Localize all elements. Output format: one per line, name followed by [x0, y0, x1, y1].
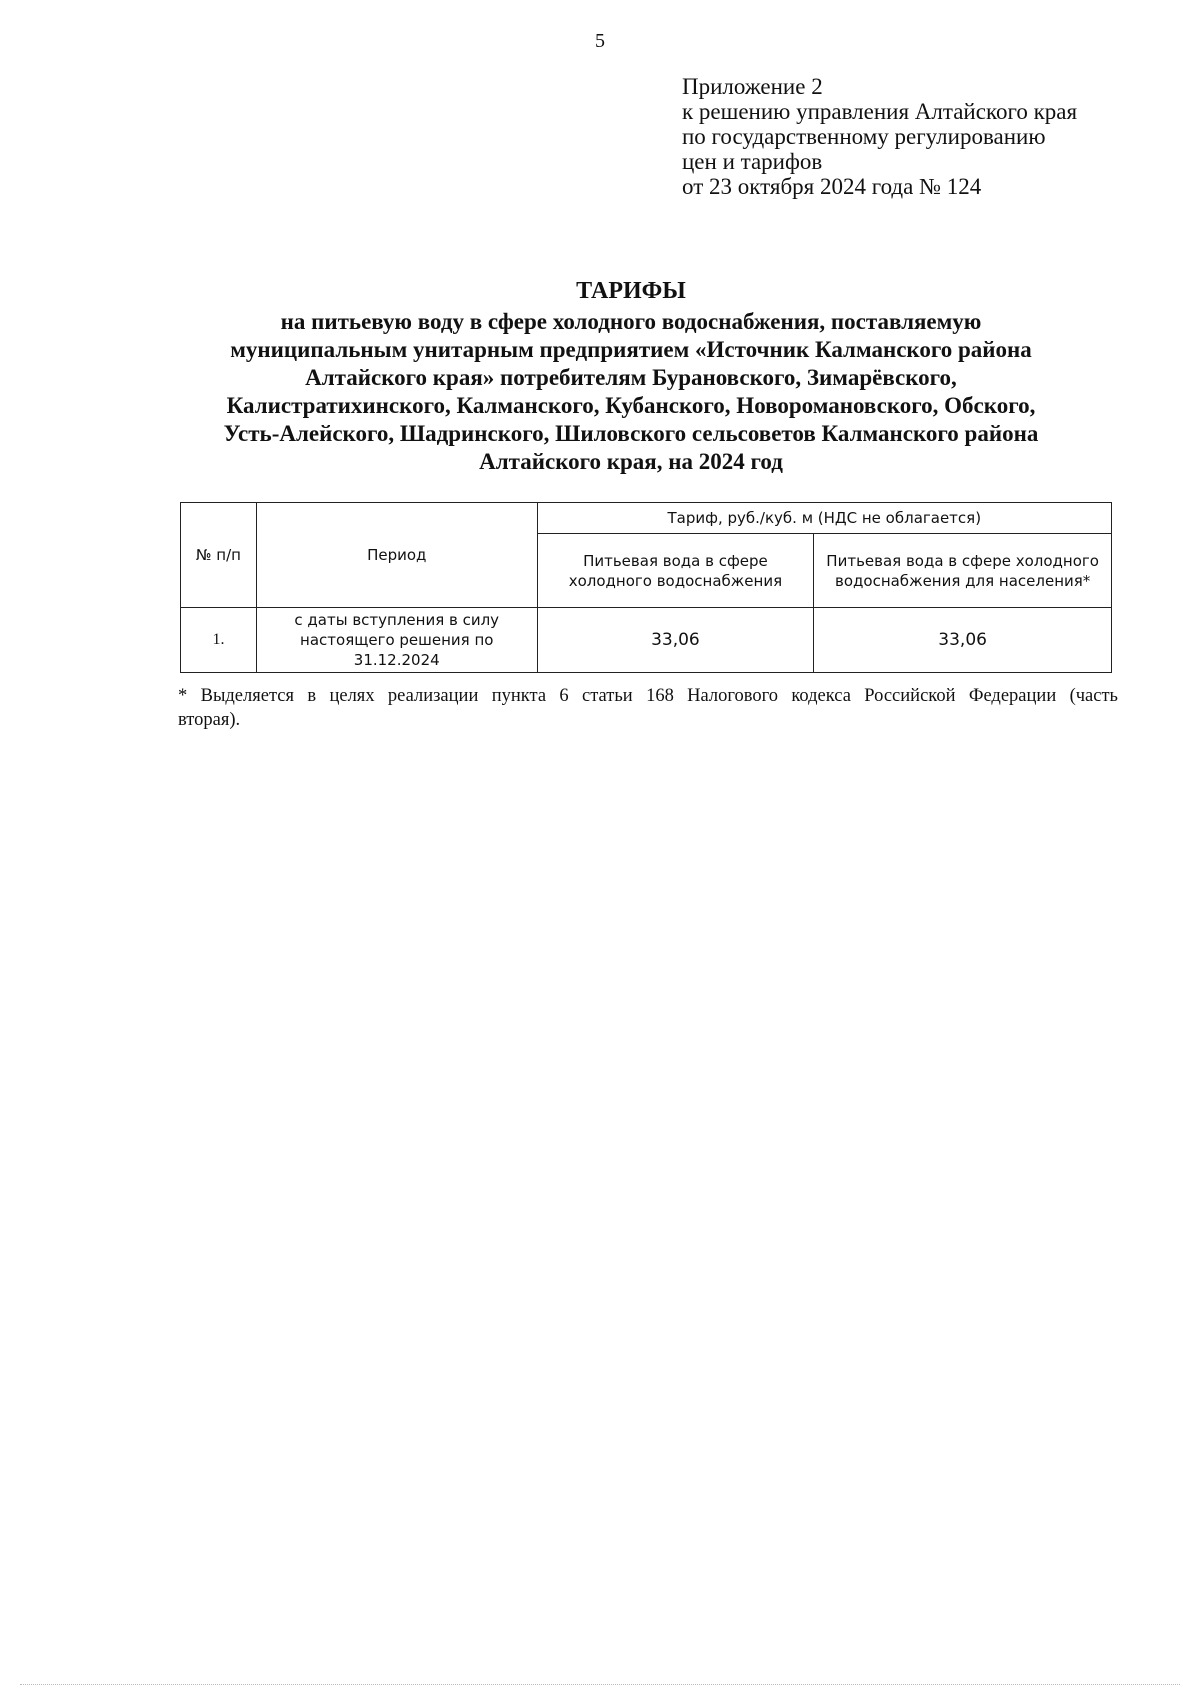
table-header-row: [181, 503, 1112, 534]
title-line: Усть-Алейского, Шадринского, Шиловского сельсоветов Калманского района: [223, 421, 1039, 446]
appendix-line: по государственному регулированию: [682, 124, 1046, 149]
title-line: Алтайского края, на 2024 год: [479, 449, 783, 474]
header-drinking-water: Питьевая вода в сфере холодного водоснабжения: [537, 534, 814, 608]
title-line: Алтайского края» потребителям Бурановского, Зимарёвского,: [305, 365, 957, 390]
header-number: № п/п: [181, 503, 257, 608]
row-period: с даты вступления в силу настоящего решения по 31.12.2024: [256, 608, 537, 673]
appendix-line: Приложение 2: [682, 74, 823, 99]
appendix-line: цен и тарифов: [682, 149, 823, 174]
footnote-line: * Выделяется в целях реализации пункта 6 статьи 168 Налогового кодекса Российской Федерации (часть: [178, 686, 1118, 706]
title-line: муниципальным унитарным предприятием «Источник Калманского района: [230, 337, 1032, 362]
document-title: [160, 274, 1102, 476]
title-line: Калистратихинского, Калманского, Кубанского, Новоромановского, Обского,: [226, 393, 1036, 418]
table-row: [181, 608, 1112, 673]
row-value-drinking-water: 33,06: [537, 608, 814, 673]
header-period: Период: [256, 503, 537, 608]
footnote: [178, 684, 1118, 732]
page-number: 5: [595, 30, 605, 52]
appendix-block: [682, 74, 1077, 199]
title-line: на питьевую воду в сфере холодного водоснабжения, поставляемую: [280, 309, 982, 334]
tariff-table: [180, 502, 1112, 673]
header-tariff-group: Тариф, руб./куб. м (НДС не облагается): [537, 503, 1111, 534]
row-number: 1.: [181, 608, 257, 673]
header-drinking-water-population: Питьевая вода в сфере холодного водоснабжения для населения*: [814, 534, 1112, 608]
scan-edge-line: [20, 1684, 1180, 1685]
title-main: ТАРИФЫ: [576, 278, 686, 304]
footnote-line: вторая).: [178, 710, 241, 730]
row-value-population: 33,06: [814, 608, 1112, 673]
appendix-line: к решению управления Алтайского края: [682, 99, 1078, 124]
appendix-line: от 23 октября 2024 года № 124: [682, 174, 982, 199]
